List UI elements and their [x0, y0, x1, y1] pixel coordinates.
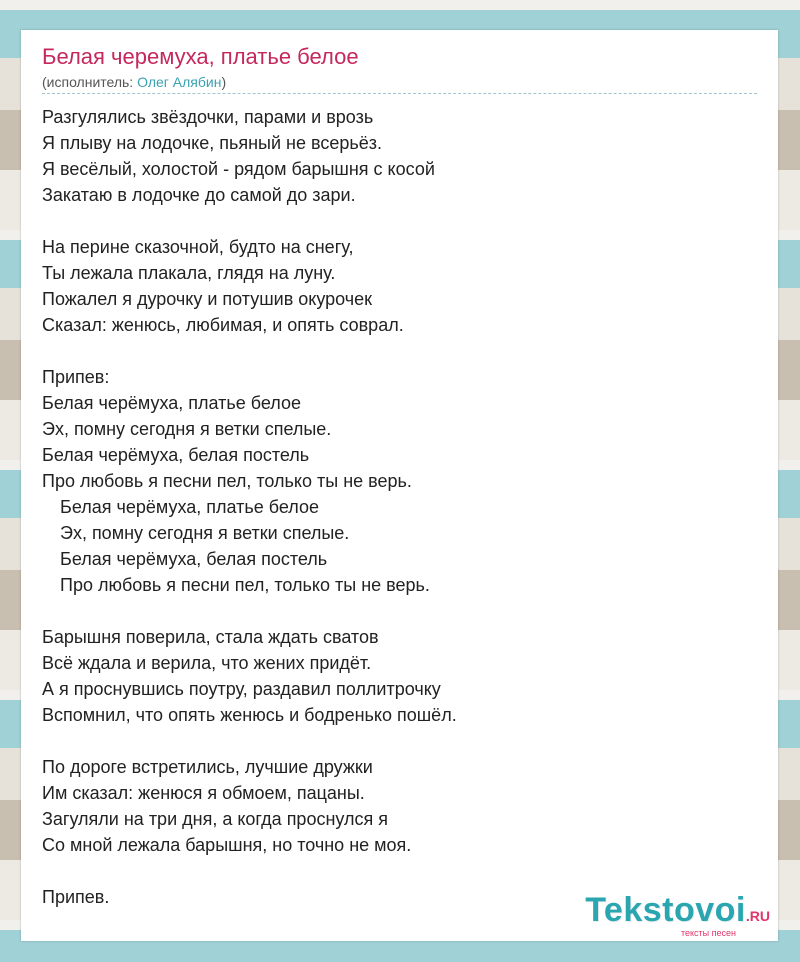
- logo-tld: .RU: [745, 908, 770, 924]
- lyrics-line-indented: Белая черёмуха, белая постель: [60, 549, 328, 569]
- lyrics-line: Разгулялись звёздочки, парами и врозь: [42, 107, 374, 127]
- lyrics-blank-line: [42, 728, 757, 754]
- lyrics-line-indented: Белая черёмуха, платье белое: [60, 497, 320, 517]
- artist-line: [42, 73, 757, 94]
- lyrics-line: Белая черёмуха, белая постель: [42, 445, 310, 465]
- lyrics-line: А я проснувшись поутру, раздавил поллитрочку: [42, 679, 441, 699]
- song-title: Белая черемуха, платье белое: [42, 44, 359, 69]
- lyrics-card: [21, 30, 778, 941]
- artist-link[interactable]: Олег Алябин: [137, 74, 222, 90]
- lyrics-blank-line: [42, 598, 757, 624]
- lyrics-line: По дороге встретились, лучшие дружки: [42, 757, 373, 777]
- lyrics-line: Загуляли на три дня, а когда проснулся я: [42, 809, 388, 829]
- lyrics-text: [42, 104, 757, 910]
- site-logo[interactable]: [585, 892, 770, 938]
- lyrics-blank-line: [42, 858, 757, 884]
- artist-suffix: ): [221, 74, 227, 90]
- logo-wordmark: [585, 892, 770, 928]
- lyrics-line-indented: Эх, помну сегодня я ветки спелые.: [60, 523, 350, 543]
- lyrics-line: Белая черёмуха, платье белое: [42, 393, 302, 413]
- lyrics-line: На перине сказочной, будто на снегу,: [42, 237, 354, 257]
- lyrics-line-indented: Про любовь я песни пел, только ты не верь.: [60, 575, 430, 595]
- logo-main-text: Tekstovoi: [585, 891, 746, 929]
- logo-tagline: тексты песен: [680, 928, 736, 938]
- lyrics-line: Ты лежала плакала, глядя на луну.: [42, 263, 336, 283]
- lyrics-line: Им сказал: женюся я обмоем, пацаны.: [42, 783, 365, 803]
- lyrics-line: Всё ждала и верила, что жених придёт.: [42, 653, 372, 673]
- lyrics-blank-line: [42, 208, 757, 234]
- lyrics-line: Я плыву на лодочке, пьяный не всерьёз.: [42, 133, 382, 153]
- lyrics-blank-line: [42, 338, 757, 364]
- lyrics-line: Барышня поверила, стала ждать сватов: [42, 627, 379, 647]
- chorus-label: Припев:: [42, 367, 110, 387]
- lyrics-line: Закатаю в лодочке до самой до зари.: [42, 185, 356, 205]
- artist-prefix: (исполнитель:: [42, 74, 138, 90]
- lyrics-line: Вспомнил, что опять женюсь и бодренько пошёл.: [42, 705, 457, 725]
- lyrics-line: Эх, помну сегодня я ветки спелые.: [42, 419, 332, 439]
- lyrics-line: Я весёлый, холостой - рядом барышня с косой: [42, 159, 435, 179]
- lyrics-line: Про любовь я песни пел, только ты не верь.: [42, 471, 412, 491]
- lyrics-line: Со мной лежала барышня, но точно не моя.: [42, 835, 412, 855]
- lyrics-line: Сказал: женюсь, любимая, и опять соврал.: [42, 315, 404, 335]
- lyrics-line: Пожалел я дурочку и потушив окурочек: [42, 289, 373, 309]
- chorus-label: Припев.: [42, 887, 110, 907]
